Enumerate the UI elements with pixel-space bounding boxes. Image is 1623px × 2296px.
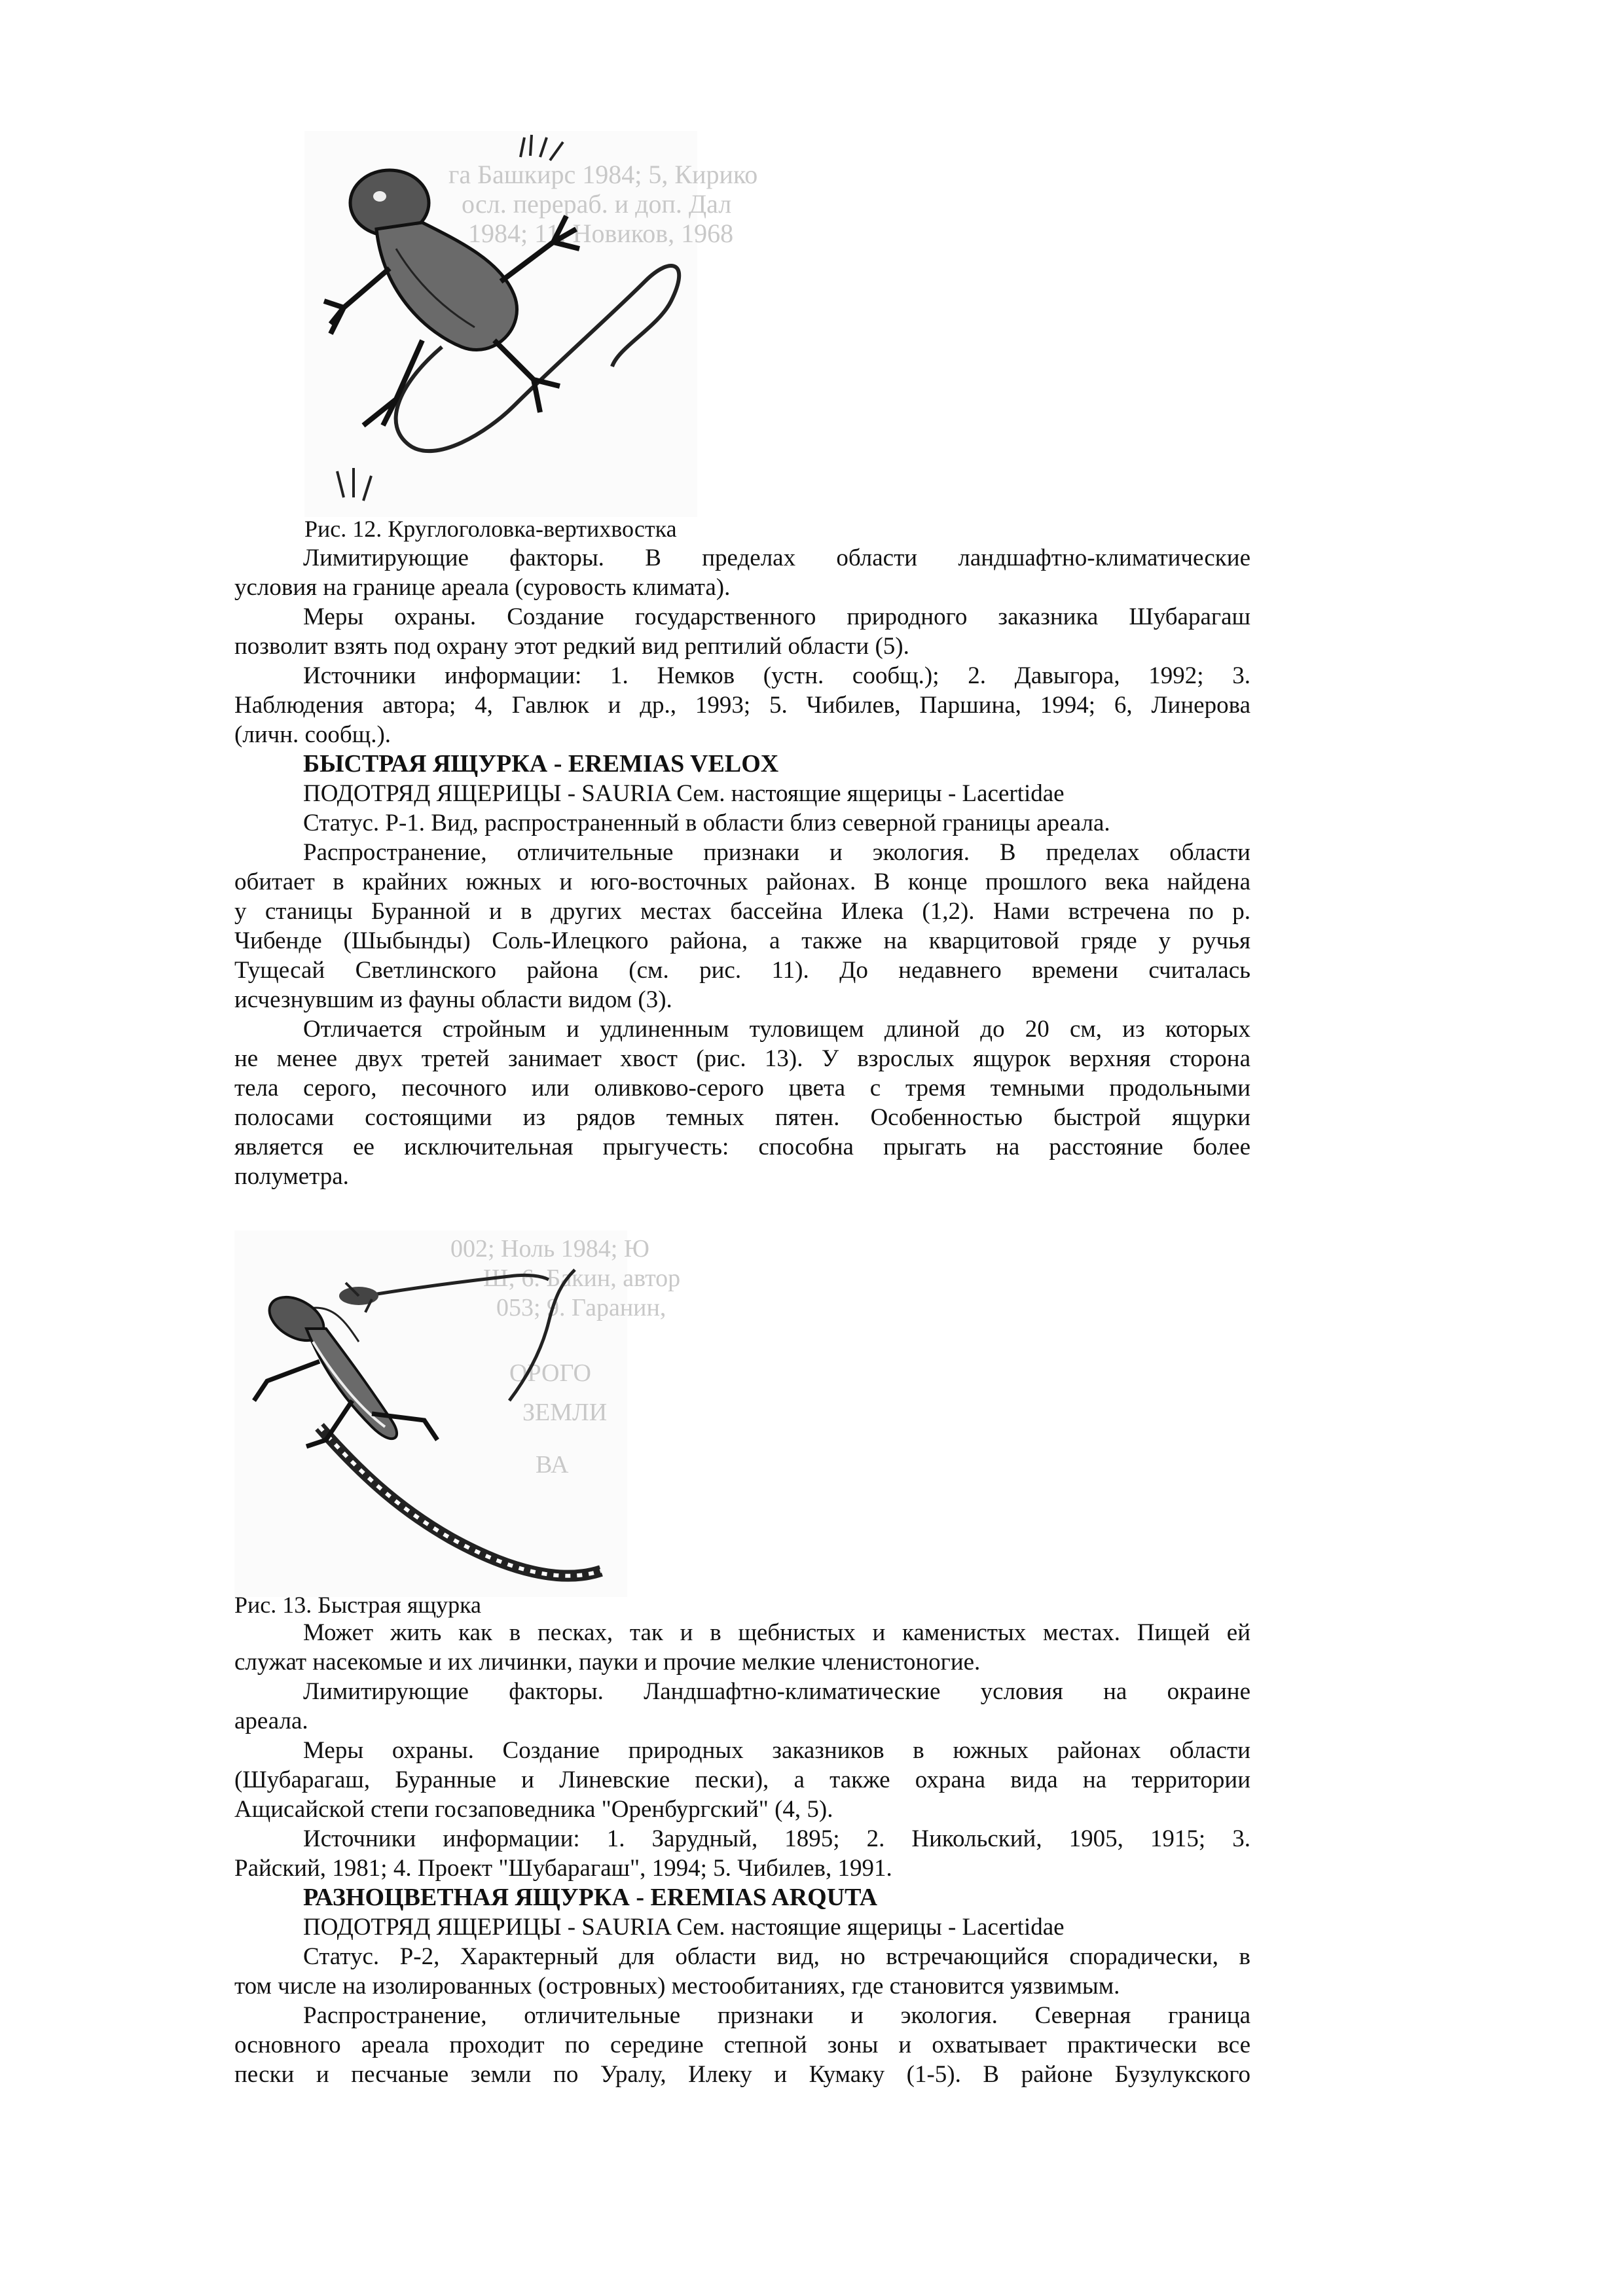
paragraph-line: обитает в крайних южных и юго-восточных районах. В конце прошлого века найдена [234,869,1250,895]
paragraph-line: Ащисайской степи госзаповедника "Оренбургский" (4, 5). [234,1796,833,1823]
status-line: Статус. Р-1. Вид, распространенный в области близ северной границы ареала. [303,810,1110,836]
paragraph-line: ареала. [234,1708,308,1734]
paragraph-line: Меры охраны. Создание государственного природного заказника Шубарагаш [303,603,1250,630]
paragraph-line: тела серого, песочного или оливково-серого цвета с тремя темными продольными [234,1075,1250,1102]
paragraph-line: Источники информации: 1. Зарудный, 1895; 2. Никольский, 1905, 1915; 3. [303,1825,1250,1852]
paragraph-line: Может жить как в песках, так и в щебнистых и каменистых местах. Пищей ей [303,1619,1250,1646]
text-block-2 [234,1618,1250,2089]
bleed-text-line: га Башкирс 1984; 5, Кирико [448,160,758,189]
figure-12-caption: Рис. 12. Круглоголовка-вертихвостка [304,516,677,542]
lizard-drawing-2 [234,1230,681,1597]
paragraph-line: (Шубарагаш, Буранные и Линевские пески), а также охрана вида на территории [234,1767,1250,1793]
text-block-1 [234,543,1250,1191]
paragraph-line: полосами состоящими из рядов темных пятен. Особенностью быстрой ящурки [234,1104,1250,1131]
status-line: том числе на изолированных (островных) местообитаниях, где становится уязвимым. [234,1973,1120,2000]
figure-13-illustration [234,1230,681,1597]
paragraph-line: служат насекомые и их личинки, пауки и прочие мелкие членистоногие. [234,1649,981,1676]
bleed-text-line: Ш; 6. Бакин, автор [483,1265,681,1292]
paragraph-line: полуметра. [234,1163,349,1190]
paragraph-line: Наблюдения автора; 4, Гавлюк и др., 1993; 5. Чибилев, Паршина, 1994; 6, Линерова [234,692,1250,719]
paragraph-line: Тущесай Светлинского района (см. рис. 11). До недавнего времени считалась [234,957,1250,984]
figure-12-illustration [304,131,758,517]
paragraph-line: Лимитирующие факторы. Ландшафтно-климатические условия на окраине [303,1678,1250,1705]
paragraph-line: Чибенде (Шыбынды) Соль-Илецкого района, а также на кварцитовой гряде у ручья [234,927,1250,954]
bleed-text-line: осл. перераб. и доп. Дал [462,189,732,219]
paragraph-line: Распространение, отличительные признаки и экология. Северная граница [303,2002,1250,2029]
paragraph-line: пески и песчаные земли по Уралу, Илеку и Кумаку (1-5). В районе Бузулукского [234,2061,1250,2088]
bleed-text-line: 002; Ноль 1984; Ю [450,1235,649,1263]
bleed-text-line: ОРОГО [509,1359,591,1387]
species-title: БЫСТРАЯ ЯЩУРКА - EREMIAS VELOX [303,750,779,778]
paragraph-line: Отличается стройным и удлиненным туловищем длиной до 20 см, из которых [303,1016,1250,1043]
paragraph-line: условия на границе ареала (суровость климата). [234,574,731,601]
paragraph-line: Райский, 1981; 4. Проект "Шубарагаш", 1994; 5. Чибилев, 1991. [234,1855,892,1882]
bleed-text-line: 053; 9. Гаранин, [496,1294,666,1321]
paragraph-line: Источники информации: 1. Немков (устн. сообщ.); 2. Давыгора, 1992; 3. [303,662,1250,689]
species-title: РАЗНОЦВЕТНАЯ ЯЩУРКА - EREMIAS ARQUTA [303,1884,878,1911]
paragraph-line: не менее двух третей занимает хвост (рис. 13). У взрослых ящурок верхняя сторона [234,1045,1250,1072]
lizard-drawing-1 [304,131,758,517]
status-line: Статус. Р-2, Характерный для области вид, но встречающийся спорадически, в [303,1943,1250,1970]
paragraph-line: является ее исключительная прыгучесть: способна прыгать на расстояние более [234,1134,1250,1160]
paragraph-line: у станицы Буранной и в других местах бассейна Илека (1,2). Нами встречена по р. [234,898,1250,925]
bleed-text-line: 1984; 11. Новиков, 1968 [468,219,734,248]
paragraph-line: основного ареала проходит по середине степной зоны и охватывает практически все [234,2032,1250,2058]
paragraph-line: (личн. сообщ.). [234,721,392,748]
bleed-text-line: ВА [536,1451,569,1479]
taxonomy-line: ПОДОТРЯД ЯЩЕРИЦЫ - SAURIA Сем. настоящие ящерицы - Lacertidae [303,1914,1065,1941]
paragraph-line: Распространение, отличительные признаки и экология. В пределах области [303,839,1250,866]
paragraph-line: исчезнувшим из фауны области видом (3). [234,986,672,1013]
bleed-text-line: ЗЕМЛИ [522,1399,608,1426]
paragraph-line: позволит взять под охрану этот редкий вид рептилий области (5). [234,633,909,660]
figure-13-caption: Рис. 13. Быстрая ящурка [234,1592,482,1618]
taxonomy-line: ПОДОТРЯД ЯЩЕРИЦЫ - SAURIA Сем. настоящие ящерицы - Lacertidae [303,780,1065,807]
paragraph-line: Лимитирующие факторы. В пределах области ландшафтно-климатические [303,545,1250,571]
paragraph-line: Меры охраны. Создание природных заказников в южных районах области [303,1737,1250,1764]
